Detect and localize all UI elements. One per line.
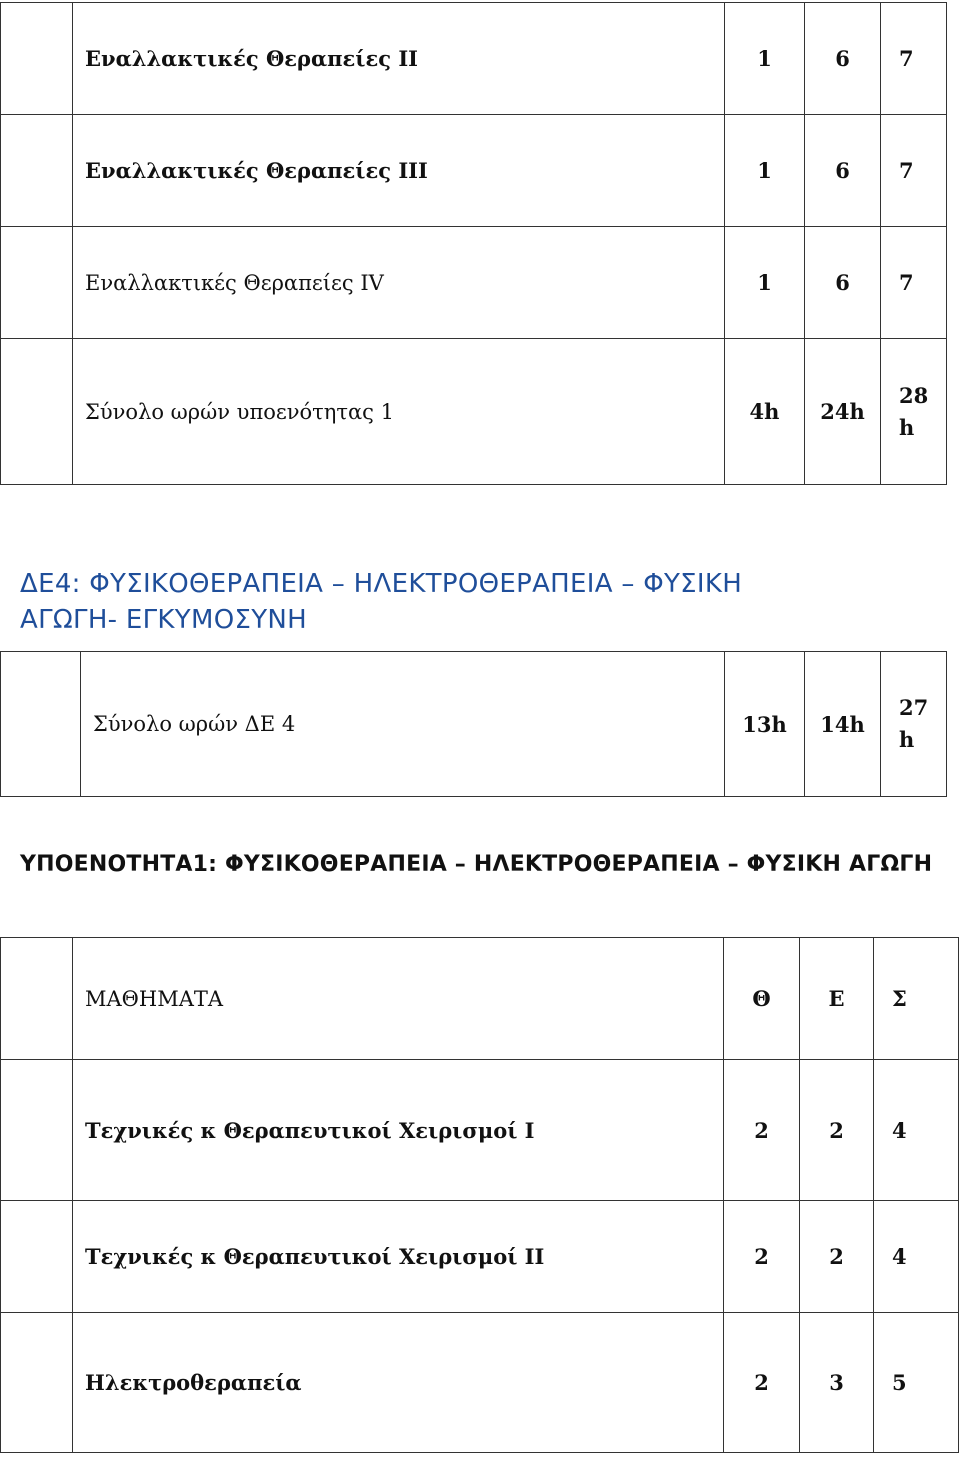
- subsection-heading: ΥΠΟΕΝΟΤΗΤΑ1: ΦΥΣΙΚΟΘΕΡΑΠΕΙΑ – ΗΛΕΚΤΡΟΘΕΡΑΠΕΙΑ – ΦΥΣΙΚΗ ΑΓΩΓΗ: [20, 852, 933, 877]
- course-name: Ηλεκτροθεραπεία: [73, 1313, 724, 1453]
- theory-hours: 1: [725, 115, 805, 227]
- total-hours: 4: [874, 1060, 959, 1201]
- course-name: Εναλλακτικές Θεραπείες IV: [73, 227, 725, 339]
- total-hours: 5: [874, 1313, 959, 1453]
- total-hours: 7: [881, 3, 947, 115]
- summary-label: Σύνολο ωρών υποενότητας 1: [73, 339, 725, 485]
- header-theory: Θ: [724, 938, 800, 1060]
- blank-cell: [1, 652, 81, 797]
- blank-cell: [1, 1313, 73, 1453]
- section-heading-line2: ΑΓΩΓΗ- ΕΓΚΥΜΟΣΥΝΗ: [20, 605, 307, 635]
- theory-hours: 1: [725, 3, 805, 115]
- de4-total-label: Σύνολο ωρών ΔΕ 4: [81, 652, 725, 797]
- de4-total-lab: 14h: [805, 652, 881, 797]
- theory-hours: 2: [724, 1201, 800, 1313]
- summary-theory: 4h: [725, 339, 805, 485]
- table-row: [1, 227, 947, 339]
- total-hours: 7: [881, 115, 947, 227]
- header-total: Σ: [874, 938, 959, 1060]
- lab-hours: 6: [805, 227, 881, 339]
- blank-cell: [1, 938, 73, 1060]
- blank-cell: [1, 3, 73, 115]
- header-courses: ΜΑΘΗΜΑΤΑ: [73, 938, 724, 1060]
- table-row: [1, 115, 947, 227]
- lab-hours: 2: [800, 1201, 874, 1313]
- blank-cell: [1, 339, 73, 485]
- table-row: [1, 1201, 959, 1313]
- theory-hours: 2: [724, 1060, 800, 1201]
- section-heading-line1: ΔΕ4: ΦΥΣΙΚΟΘΕΡΑΠΕΙΑ – ΗΛΕΚΤΡΟΘΕΡΑΠΕΙΑ – ΦΥΣΙΚΗ: [20, 569, 743, 599]
- theory-hours: 1: [725, 227, 805, 339]
- table-header-row: [1, 938, 959, 1060]
- table-row: [1, 1060, 959, 1201]
- summary-total: [881, 339, 947, 485]
- summary-row: [1, 339, 947, 485]
- header-lab: Ε: [800, 938, 874, 1060]
- summary-row: [1, 652, 947, 797]
- lab-hours: 3: [800, 1313, 874, 1453]
- blank-cell: [1, 1060, 73, 1201]
- table-row: [1, 3, 947, 115]
- total-hours: 4: [874, 1201, 959, 1313]
- courses-table-top: [0, 2, 947, 485]
- theory-hours: 2: [724, 1313, 800, 1453]
- section-heading-de4: [20, 566, 880, 638]
- lab-hours: 2: [800, 1060, 874, 1201]
- de4-total-sum: [881, 652, 947, 797]
- course-name: Τεχνικές κ Θεραπευτικοί Χειρισμοί ΙΙ: [73, 1201, 724, 1313]
- summary-lab: 24h: [805, 339, 881, 485]
- blank-cell: [1, 1201, 73, 1313]
- summary-total-unit: h: [899, 414, 915, 440]
- lab-hours: 6: [805, 115, 881, 227]
- de4-total-table: [0, 651, 947, 797]
- blank-cell: [1, 227, 73, 339]
- summary-total-number: 28: [899, 382, 929, 408]
- course-name: Εναλλακτικές Θεραπείες ΙΙ: [73, 3, 725, 115]
- blank-cell: [1, 115, 73, 227]
- de4-total-number: 27: [899, 695, 929, 720]
- table-row: [1, 1313, 959, 1453]
- courses-table-subsection: [0, 937, 959, 1453]
- course-name: Τεχνικές κ Θεραπευτικοί Χειρισμοί Ι: [73, 1060, 724, 1201]
- de4-total-theory: 13h: [725, 652, 805, 797]
- course-name: Εναλλακτικές Θεραπείες ΙΙΙ: [73, 115, 725, 227]
- lab-hours: 6: [805, 3, 881, 115]
- de4-total-unit: h: [899, 727, 915, 752]
- total-hours: 7: [881, 227, 947, 339]
